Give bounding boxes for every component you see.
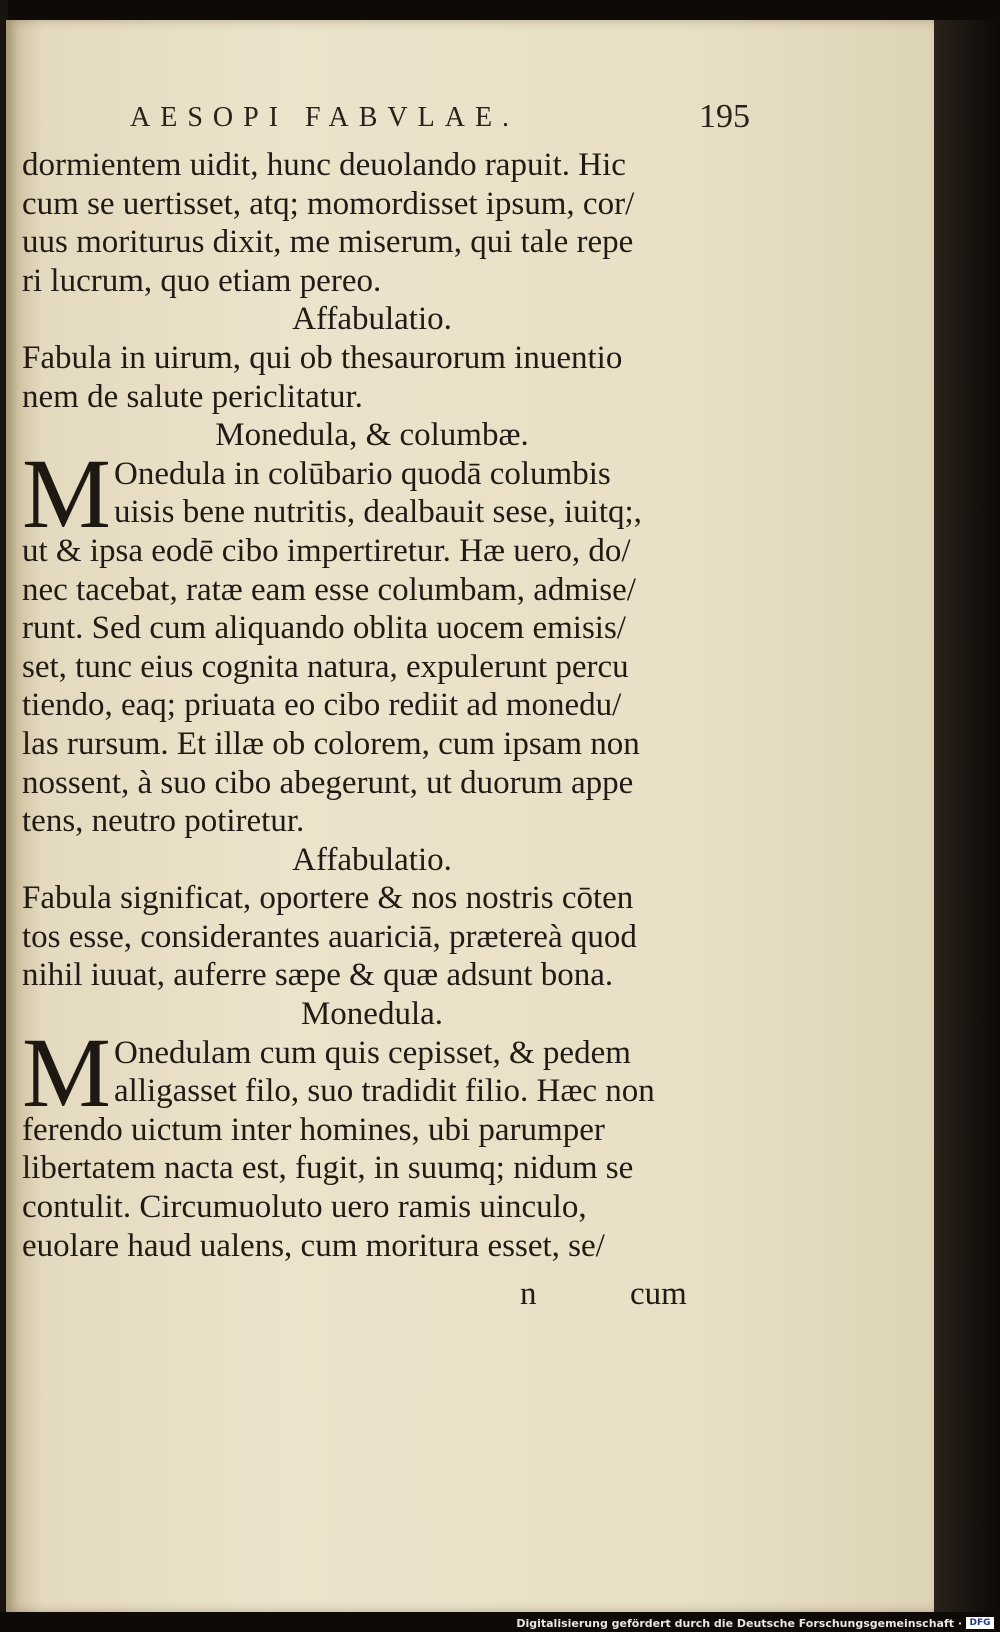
text-line: uus moriturus dixit, me miserum, qui tale repe: [22, 224, 634, 261]
text-line: contulit. Circumuoluto uero ramis uinculo,: [22, 1189, 587, 1226]
catchword: cum: [630, 1276, 687, 1312]
dfg-logo: DFG: [966, 1617, 994, 1629]
fable-title: Monedula.: [300, 996, 444, 1033]
scan-right-border: [934, 20, 1000, 1612]
text-line: dormientem uidit, hunc deuolando rapuit. Hic: [22, 147, 626, 183]
text-line: Onedula in colūbario quodā columbis: [114, 455, 611, 492]
text-line: uisis bene nutritis, dealbauit sese, iuitq;,: [114, 494, 642, 531]
text-line: nem de salute periclitatur.: [22, 378, 363, 415]
text-line: ut & ipsa eodē cibo impertiretur. Hæ uero, do/: [22, 532, 631, 569]
section-heading-affabulatio: Affabulatio.: [292, 841, 452, 878]
text-line: set, tunc eius cognita natura, expulerunt percu: [22, 648, 629, 685]
text-line: ri lucrum, quo etiam pereo.: [22, 262, 382, 299]
text-line: libertatem nacta est, fugit, in suumq; nidum se: [22, 1150, 634, 1187]
running-head: AESOPI FABVLAE.: [130, 102, 520, 133]
text-line: tos esse, considerantes auariciā, prætereà quod: [22, 918, 637, 955]
text-line: tiendo, eaq; priuata eo cibo rediit ad monedu/: [22, 687, 622, 724]
dropcap-paragraph: [22, 437, 722, 549]
text-line: las rursum. Et illæ ob colorem, cum ipsam non: [22, 725, 640, 762]
text-line: tens, neutro potiretur.: [22, 803, 305, 840]
page-number: 195: [699, 98, 750, 135]
text-line: runt. Sed cum aliquando oblita uocem emisis/: [22, 610, 626, 647]
dropcap-paragraph: [22, 1016, 722, 1128]
text-line: cum se uertisset, atq; momordisset ipsum, cor/: [22, 185, 635, 222]
drop-cap-initial: M: [22, 437, 111, 549]
funding-credit: Digitalisierung gefördert durch die Deutsche Forschungsgemeinschaft ·: [516, 1617, 962, 1630]
page-header: [130, 98, 750, 142]
text-line: Fabula significat, oportere & nos nostris cōten: [22, 880, 634, 917]
scan-footer: [0, 1612, 1000, 1632]
text-line: euolare haud ualens, cum moritura esset, se/: [22, 1227, 605, 1264]
text-line: nossent, à suo cibo abegerunt, ut duorum appe: [22, 764, 634, 801]
text-line: ferendo uictum inter homines, ubi parumper: [22, 1111, 605, 1148]
text-line: nec tacebat, ratæ eam esse columbam, admise/: [22, 571, 636, 608]
drop-cap-initial: M: [22, 1016, 111, 1128]
body-text: [22, 146, 722, 1265]
text-line: Fabula in uirum, qui ob thesaurorum inuentio: [22, 339, 623, 376]
text-line: nihil iuuat, auferre sæpe & quæ adsunt bona.: [22, 957, 614, 994]
text-line: Onedulam cum quis cepisset, & pedem: [114, 1034, 631, 1071]
signature-mark: n: [520, 1276, 537, 1312]
text-line: alligasset filo, suo tradidit filio. Hæc non: [114, 1073, 655, 1110]
fable-title: Monedula, & columbæ.: [215, 417, 529, 454]
section-heading-affabulatio: Affabulatio.: [292, 301, 452, 338]
